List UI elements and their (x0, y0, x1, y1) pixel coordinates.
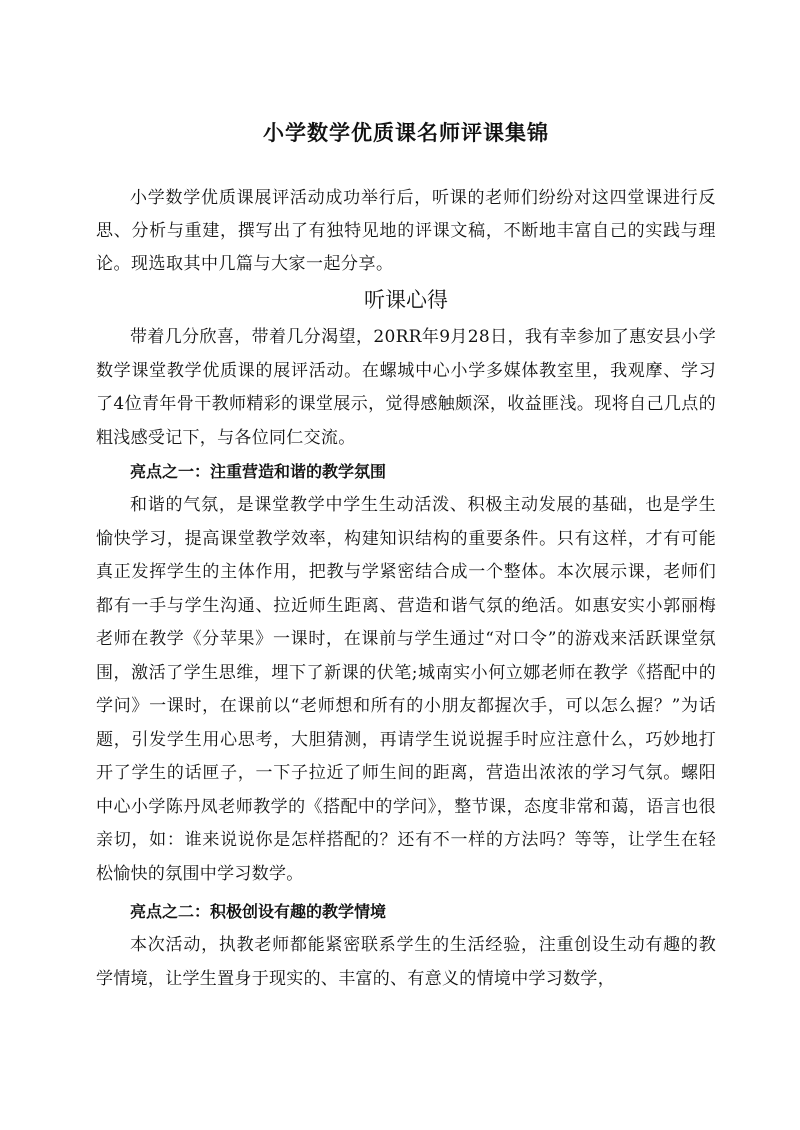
body-paragraph-2: 和谐的气氛，是课堂教学中学生生动活泼、积极主动发展的基础，也是学生愉快学习，提高课堂教学效率，构建知识结构的重要条件。只有这样，才有可能真正发挥学生的主体作用，把教与学紧密结合成一个整体。本次展示课，老师们都有一手与学生沟通、拉近师生距离、营造和谐气氛的绝活。如惠安实小郭丽梅老师在教学《分苹果》一课时，在课前与学生通过“对口令”的游戏来活跃课堂氛围，激活了学生思维，埋下了新课的伏笔;城南实小何立娜老师在教学《搭配中的学问》一课时，在课前以“老师想和所有的小朋友都握次手，可以怎么握？”为话题，引发学生用心思考，大胆猜测，再请学生说说握手时应注意什么，巧妙地打开了学生的话匣子，一下子拉近了师生间的距离，营造出浓浓的学习气氛。螺阳中心小学陈丹凤老师教学的《搭配中的学问》，整节课，态度非常和蔼，语言也很亲切，如：谁来说说你是怎样搭配的？还有不一样的方法吗？等等，让学生在轻松愉快的氛围中学习数学。 (96, 495, 716, 884)
section-title: 听课心得 (364, 288, 448, 312)
document-title: 小学数学优质课名师评课集锦 (263, 121, 549, 145)
highlight-heading-1: 亮点之一：注重营造和谐的教学氛围 (130, 462, 387, 481)
intro-paragraph: 小学数学优质课展评活动成功举行后，听课的老师们纷纷对这四堂课进行反思、分析与重建，撰写出了有独特见地的评课文稿，不断地丰富自己的实践与理论。现选取其中几篇与大家一起分享。 (96, 188, 716, 274)
document-page (96, 118, 716, 996)
body-paragraph-3: 本次活动，执教老师都能紧密联系学生的生活经验，注重创设生动有趣的教学情境，让学生置身于现实的、丰富的、有意义的情境中学习数学， (96, 935, 716, 989)
highlight-heading-2: 亮点之二：积极创设有趣的教学情境 (130, 902, 387, 921)
body-paragraph-1: 带着几分欣喜，带着几分渴望，20RR年9月28日，我有幸参加了惠安县小学数学课堂教学优质课的展评活动。在螺城中心小学多媒体教室里，我观摩、学习了4位青年骨干教师精彩的课堂展示，觉得感触颇深，收益匪浅。现将自己几点的粗浅感受记下，与各位同仁交流。 (96, 327, 716, 448)
